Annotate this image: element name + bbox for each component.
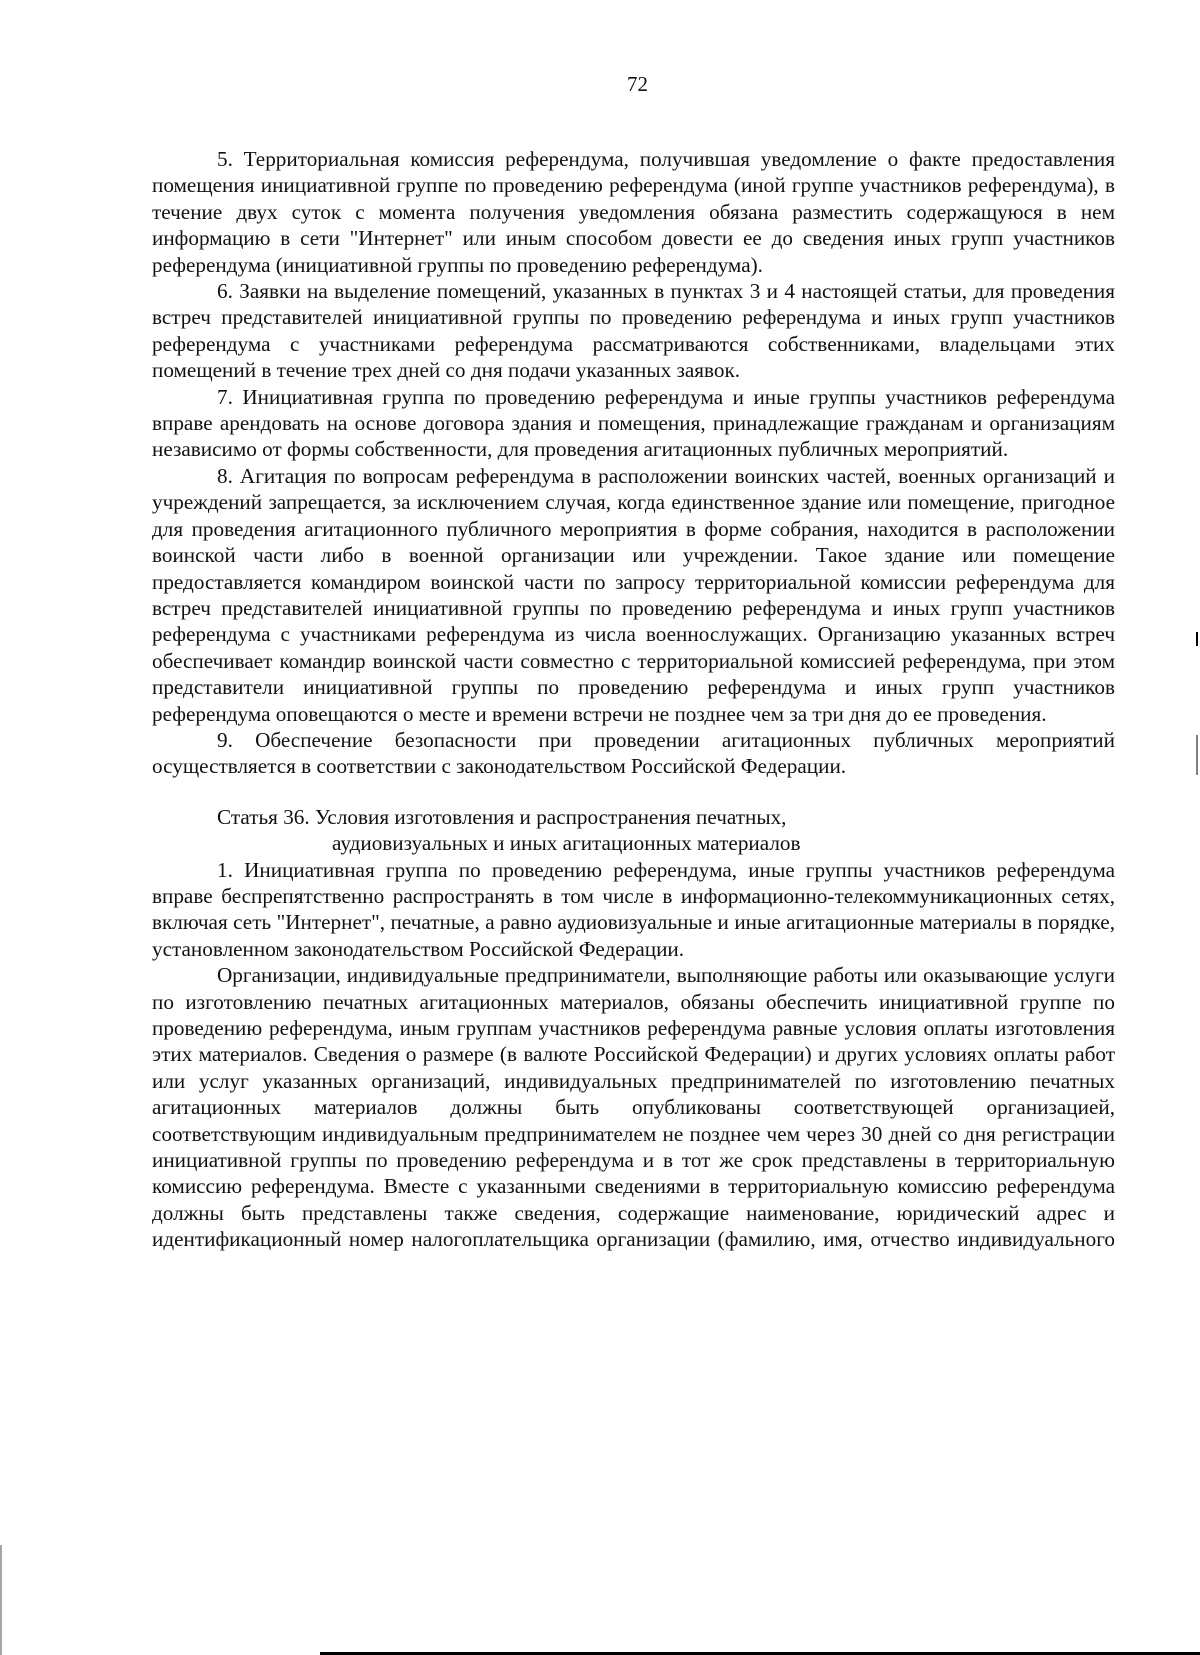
article-36-paragraph-2: Организации, индивидуальные предприниматели, выполняющие работы или оказывающие услуги по изготовлению печатных агитационных материалов, обязаны обеспечить инициативной группе по проведению референдума, иным группам участников референдума равные условия оплаты изготовления этих материалов. Сведения о размере (в валюте Российской Федерации) и других условиях оплаты работ или услуг указанных организаций, индивидуальных предпринимателей по изготовлению печатных агитационных материалов должны быть опубликованы соответствующей организацией, соответствующим индивидуальным предпринимателем не позднее чем через 30 дней со дня регистрации инициативной группы по проведению референдума и в тот же срок представлены в территориальную комиссию референдума. Вместе с указанными сведениями в территориальную комиссию референдума должны быть представлены также сведения, содержащие наименование, юридический адрес и идентификационный номер налогоплательщика организации (фамилию, имя, отчество индивидуального <box>152 963 1115 1252</box>
paragraph-8: 8. Агитация по вопросам референдума в расположении воинских частей, военных организаций и учреждений запрещается, за исключением случая, когда единственное здание или помещение, пригодное для проведения агитационного публичного мероприятия в форме собрания, находится в расположении воинской части либо в военной организации или учреждении. Такое здание или помещение предоставляется командиром воинской части по запросу территориальной комиссии референдума для встреч представителей инициативной группы по проведению референдума и иных групп участников референдума с участниками референдума из числа военнослужащих. Организацию указанных встреч обеспечивает командир воинской части совместно с территориальной комиссией референдума, при этом представители инициативной группы по проведению референдума и иных групп участников референдума оповещаются о месте и времени встречи не позднее чем за три дня до ее проведения. <box>152 463 1115 726</box>
article-36-heading <box>152 804 1115 857</box>
paragraph-5: 5. Территориальная комиссия референдума, получившая уведомление о факте предоставления помещения инициативной группе по проведению референдума (иной группе участников референдума), в течение двух суток с момента получения уведомления обязана разместить содержащуюся в нем информацию в сети "Интернет" или иным способом довести ее до сведения иных групп участников референдума (инициативной группы по проведению референдума). <box>152 147 1115 277</box>
page-number: 72 <box>627 72 648 96</box>
document-body <box>152 146 1115 1253</box>
paragraph-7: 7. Инициативная группа по проведению референдума и иные группы участников референдума вправе арендовать на основе договора здания и помещения, принадлежащие гражданам и организациям независимо от формы собственности, для проведения агитационных публичных мероприятий. <box>152 384 1115 462</box>
scan-margin-tick <box>1196 632 1198 646</box>
article-36-paragraph-1: 1. Инициативная группа по проведению референдума, иные группы участников референдума вправе беспрепятственно распространять в том числе в информационно-телекоммуникационных сетях, включая сеть "Интернет", печатные, а равно аудиовизуальные и иные агитационные материалы в порядке, установленном законодательством Российской Федерации. <box>152 857 1115 961</box>
scan-edge-mark <box>0 1545 2 1655</box>
paragraph-6: 6. Заявки на выделение помещений, указанных в пунктах 3 и 4 настоящей статьи, для проведения встреч представителей инициативной группы по проведению референдума и иных групп участников референдума с участниками референдума рассматриваются собственниками, владельцами этих помещений в течение трех дней со дня подачи указанных заявок. <box>152 279 1115 383</box>
scan-margin-tick <box>1196 735 1198 775</box>
article-heading-line-2: аудиовизуальных и иных агитационных материалов <box>332 831 801 856</box>
article-heading-line-1: Статья 36. Условия изготовления и распространения печатных, <box>217 804 787 829</box>
paragraph-9: 9. Обеспечение безопасности при проведении агитационных публичных мероприятий осуществляется в соответствии с законодательством Российской Федерации. <box>152 727 1115 779</box>
